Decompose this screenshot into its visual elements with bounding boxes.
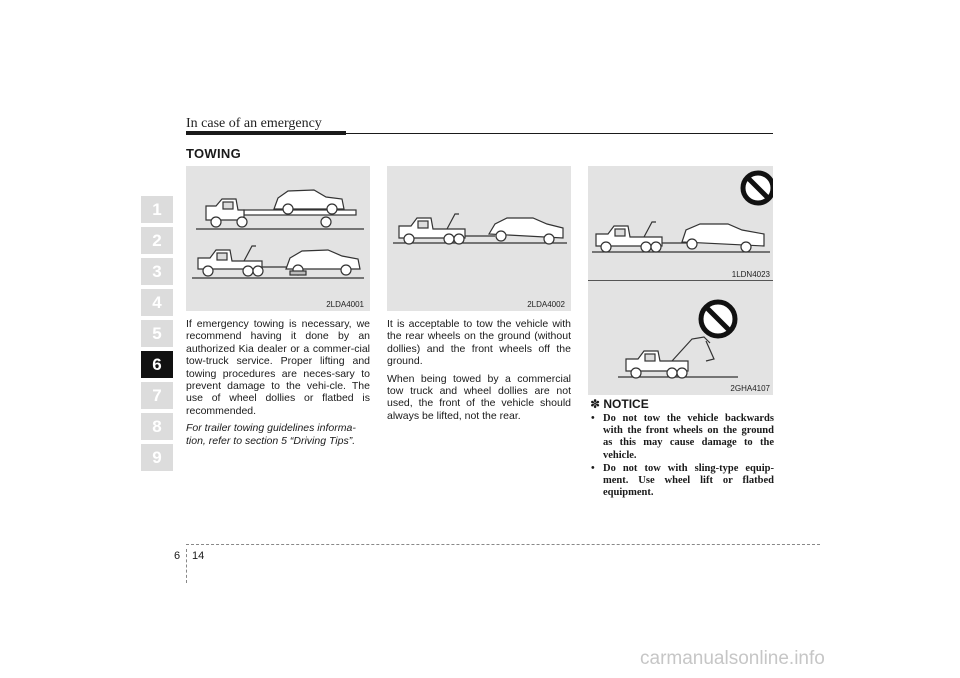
tow-truck-illustration: [186, 166, 370, 311]
page-chapter: 6: [174, 550, 181, 562]
header-rule-thin: [346, 133, 773, 134]
chapter-tab-6[interactable]: 6: [141, 351, 173, 378]
footer-divider: [186, 549, 187, 583]
chapter-tab-5[interactable]: 5: [141, 320, 173, 347]
chapter-tab-2[interactable]: 2: [141, 227, 173, 254]
page-number: 14: [192, 550, 205, 562]
column-1-text: [186, 318, 370, 452]
chapter-tab-3[interactable]: 3: [141, 258, 173, 285]
chapter-tabs: [141, 196, 173, 475]
header-title: In case of an emergency: [186, 116, 322, 131]
figure-sling-prohibited: [588, 281, 773, 395]
prohibited-tow-illustration: [588, 166, 773, 281]
header-rule: [186, 131, 346, 135]
chapter-tab-7[interactable]: 7: [141, 382, 173, 409]
watermark: carmanualsonline.info: [640, 648, 825, 669]
prohibited-icon: [701, 302, 735, 336]
notice-title: ✽ NOTICE: [590, 397, 649, 411]
figure-flatbed-dollies: [186, 166, 370, 311]
notice-list: [590, 413, 774, 500]
figure-code: 2LDA4002: [527, 300, 565, 309]
paragraph: If emergency towing is necessary, we recommend having it done by an authorized Kia dealer or a commer-cial tow-truck service. Proper lifting and towing procedures are neces-sary to prevent damage to the vehi-cle. The use of wheel dollies or flatbed is recommended.: [186, 318, 370, 417]
tow-truck-illustration: [387, 166, 571, 311]
figure-code: 1LDN4023: [731, 270, 770, 279]
chapter-tab-4[interactable]: 4: [141, 289, 173, 316]
notice-item: • Do not tow the vehicle backwards with the front wheels on the ground as this may cause damage to the vehicle.: [590, 413, 774, 462]
paragraph: It is acceptable to tow the vehicle with the rear wheels on the ground (without dollies) and the front wheels off the ground.: [387, 318, 571, 368]
figure-code: 2GHA4107: [730, 384, 770, 393]
footer-rule: [186, 544, 820, 545]
figure-code: 2LDA4001: [326, 300, 364, 309]
column-2-text: [387, 318, 571, 427]
paragraph-italic: For trailer towing guidelines informa-tion, refer to section 5 “Driving Tips”.: [186, 422, 356, 447]
prohibited-icon: [743, 173, 773, 203]
chapter-tab-9[interactable]: 9: [141, 444, 173, 471]
figure-front-lifted: [387, 166, 571, 311]
notice-item: • Do not tow with sling-type equip-ment. Use wheel lift or flatbed equipment.: [590, 463, 774, 500]
prohibited-sling-illustration: [588, 281, 773, 395]
figure-backwards-prohibited: [588, 166, 773, 281]
chapter-tab-8[interactable]: 8: [141, 413, 173, 440]
paragraph: When being towed by a commercial tow truck and wheel dollies are not used, the front of the vehicle should always be lifted, not the rear.: [387, 372, 571, 422]
chapter-tab-1[interactable]: 1: [141, 196, 173, 223]
section-title: TOWING: [186, 146, 241, 161]
